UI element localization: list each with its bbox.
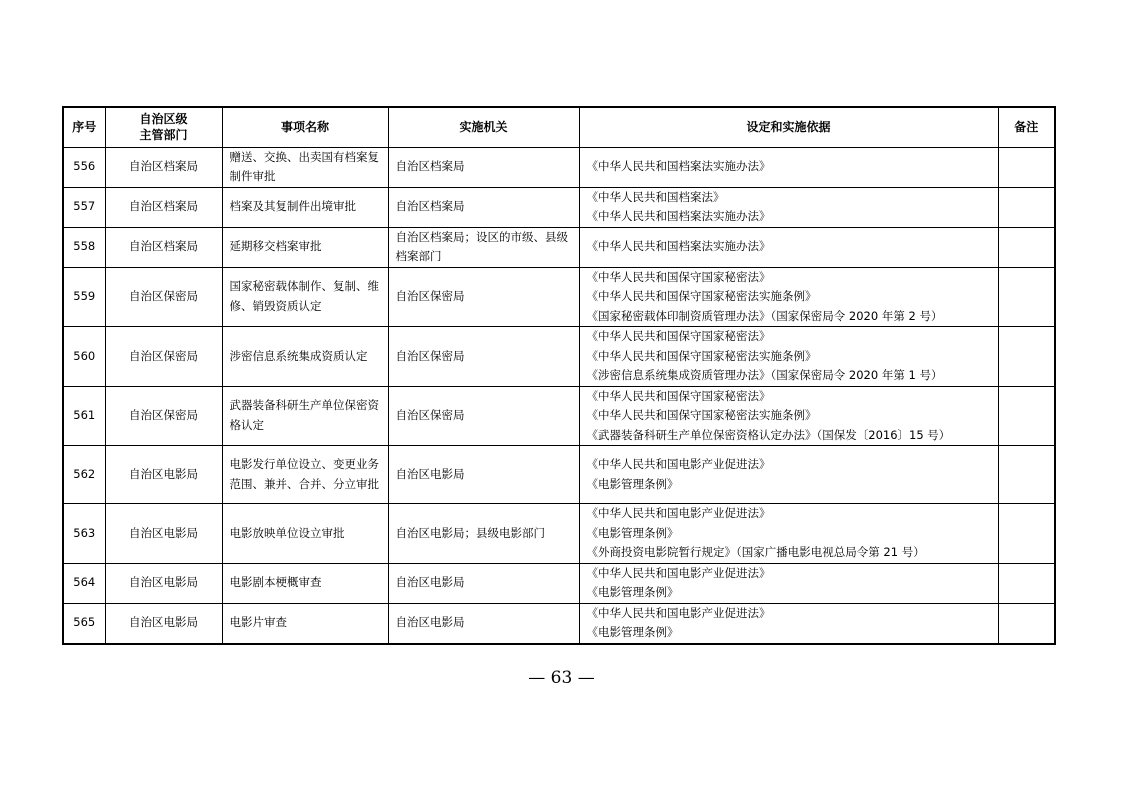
row-basis xyxy=(579,446,998,504)
table-row xyxy=(63,603,1055,644)
basis-line: 《外商投资电影院暂行规定》（国家广播电影电视总局令第 21 号） xyxy=(586,545,925,559)
header-org: 实施机关 xyxy=(388,107,579,147)
row-note xyxy=(998,603,1055,644)
header-dept xyxy=(105,107,222,147)
row-note xyxy=(998,446,1055,504)
basis-line: 《中华人民共和国电影产业促进法》 xyxy=(586,565,771,580)
table-header xyxy=(63,107,1055,147)
row-note xyxy=(998,187,1055,227)
row-number: 561 xyxy=(63,386,105,446)
basis-line: 《中华人民共和国保守国家秘密法实施条例》 xyxy=(586,408,817,422)
basis-line: 《中华人民共和国电影产业促进法》 xyxy=(586,506,771,520)
row-note xyxy=(998,504,1055,564)
row-org: 自治区保密局 xyxy=(388,327,579,387)
basis-line: 《电影管理条例》 xyxy=(586,476,679,491)
row-dept: 自治区档案局 xyxy=(105,147,222,187)
row-note xyxy=(998,227,1055,267)
row-dept: 自治区保密局 xyxy=(105,327,222,387)
row-org: 自治区保密局 xyxy=(388,267,579,327)
row-basis xyxy=(579,563,998,603)
row-dept: 自治区档案局 xyxy=(105,187,222,227)
row-item-name: 延期移交档案审批 xyxy=(222,227,388,267)
row-number: 565 xyxy=(63,603,105,644)
row-number: 560 xyxy=(63,327,105,387)
row-org: 自治区档案局 xyxy=(388,147,579,187)
table-row xyxy=(63,386,1055,446)
row-org: 自治区电影局；县级电影部门 xyxy=(388,504,579,564)
basis-line: 《武器装备科研生产单位保密资格认定办法》（国保发〔2016〕15 号） xyxy=(586,427,951,442)
row-note xyxy=(998,563,1055,603)
row-dept: 自治区电影局 xyxy=(105,563,222,603)
row-basis xyxy=(579,504,998,564)
row-item-name: 电影放映单位设立审批 xyxy=(222,504,388,564)
table-body xyxy=(63,147,1055,644)
row-note xyxy=(998,386,1055,446)
basis-line: 《电影管理条例》 xyxy=(586,525,679,540)
table-row xyxy=(63,563,1055,603)
basis-line: 《中华人民共和国档案法实施办法》 xyxy=(586,209,771,223)
basis-line: 《中华人民共和国保守国家秘密法实施条例》 xyxy=(586,289,817,303)
row-basis xyxy=(579,227,998,267)
row-item-name: 电影剧本梗概审查 xyxy=(222,563,388,603)
header-dept-line1: 自治区级 xyxy=(139,112,188,127)
row-item-name: 涉密信息系统集成资质认定 xyxy=(222,327,388,387)
header-no: 序号 xyxy=(63,107,105,147)
basis-line: 《中华人民共和国档案法实施办法》 xyxy=(586,239,771,254)
header-item: 事项名称 xyxy=(222,107,388,147)
basis-line: 《中华人民共和国电影产业促进法》 xyxy=(586,457,771,471)
row-note xyxy=(998,267,1055,327)
row-dept: 自治区电影局 xyxy=(105,603,222,644)
row-dept: 自治区保密局 xyxy=(105,386,222,446)
row-dept: 自治区电影局 xyxy=(105,504,222,564)
row-note xyxy=(998,147,1055,187)
basis-line: 《电影管理条例》 xyxy=(586,585,679,599)
header-dept-line2: 主管部门 xyxy=(139,128,188,143)
row-basis xyxy=(579,187,998,227)
row-basis xyxy=(579,327,998,387)
row-item-name: 武器装备科研生产单位保密资格认定 xyxy=(222,386,388,446)
header-basis: 设定和实施依据 xyxy=(579,107,998,147)
row-item-name: 电影发行单位设立、变更业务范围、兼并、合并、分立审批 xyxy=(222,446,388,504)
row-basis xyxy=(579,386,998,446)
row-number: 558 xyxy=(63,227,105,267)
table-row xyxy=(63,267,1055,327)
row-org: 自治区档案局 xyxy=(388,187,579,227)
row-basis xyxy=(579,603,998,644)
row-basis xyxy=(579,267,998,327)
row-note xyxy=(998,327,1055,387)
row-dept: 自治区档案局 xyxy=(105,227,222,267)
basis-line: 《中华人民共和国电影产业促进法》 xyxy=(586,605,771,620)
basis-line: 《中华人民共和国档案法》 xyxy=(586,189,725,204)
row-org: 自治区档案局；设区的市级、县级档案部门 xyxy=(388,227,579,267)
row-org: 自治区电影局 xyxy=(388,563,579,603)
basis-line: 《中华人民共和国保守国家秘密法实施条例》 xyxy=(586,348,817,363)
table-row xyxy=(63,147,1055,187)
basis-line: 《中华人民共和国保守国家秘密法》 xyxy=(586,388,771,403)
basis-line: 《中华人民共和国保守国家秘密法》 xyxy=(586,329,771,343)
row-org: 自治区保密局 xyxy=(388,386,579,446)
basis-line: 《电影管理条例》 xyxy=(586,625,679,639)
table-row xyxy=(63,227,1055,267)
basis-line: 《中华人民共和国档案法实施办法》 xyxy=(586,159,771,174)
basis-line: 《中华人民共和国保守国家秘密法》 xyxy=(586,269,771,284)
row-basis xyxy=(579,147,998,187)
row-number: 562 xyxy=(63,446,105,504)
row-item-name: 赠送、交换、出卖国有档案复制件审批 xyxy=(222,147,388,187)
basis-line: 《国家秘密载体印制资质管理办法》（国家保密局令 2020 年第 2 号） xyxy=(586,308,943,323)
table-row xyxy=(63,327,1055,387)
row-number: 563 xyxy=(63,504,105,564)
page-number: — 63 — xyxy=(528,668,595,688)
table-row xyxy=(63,446,1055,504)
row-dept: 自治区保密局 xyxy=(105,267,222,327)
row-item-name: 国家秘密载体制作、复制、维修、销毁资质认定 xyxy=(222,267,388,327)
header-note: 备注 xyxy=(998,107,1055,147)
row-org: 自治区电影局 xyxy=(388,446,579,504)
table-row xyxy=(63,187,1055,227)
row-number: 564 xyxy=(63,563,105,603)
row-number: 559 xyxy=(63,267,105,327)
table-row xyxy=(63,504,1055,564)
row-dept: 自治区电影局 xyxy=(105,446,222,504)
row-org: 自治区电影局 xyxy=(388,603,579,644)
approval-items-table xyxy=(62,106,1056,645)
basis-line: 《涉密信息系统集成资质管理办法》（国家保密局令 2020 年第 1 号） xyxy=(586,368,943,382)
row-number: 556 xyxy=(63,147,105,187)
row-item-name: 电影片审查 xyxy=(222,603,388,644)
row-item-name: 档案及其复制件出境审批 xyxy=(222,187,388,227)
row-number: 557 xyxy=(63,187,105,227)
